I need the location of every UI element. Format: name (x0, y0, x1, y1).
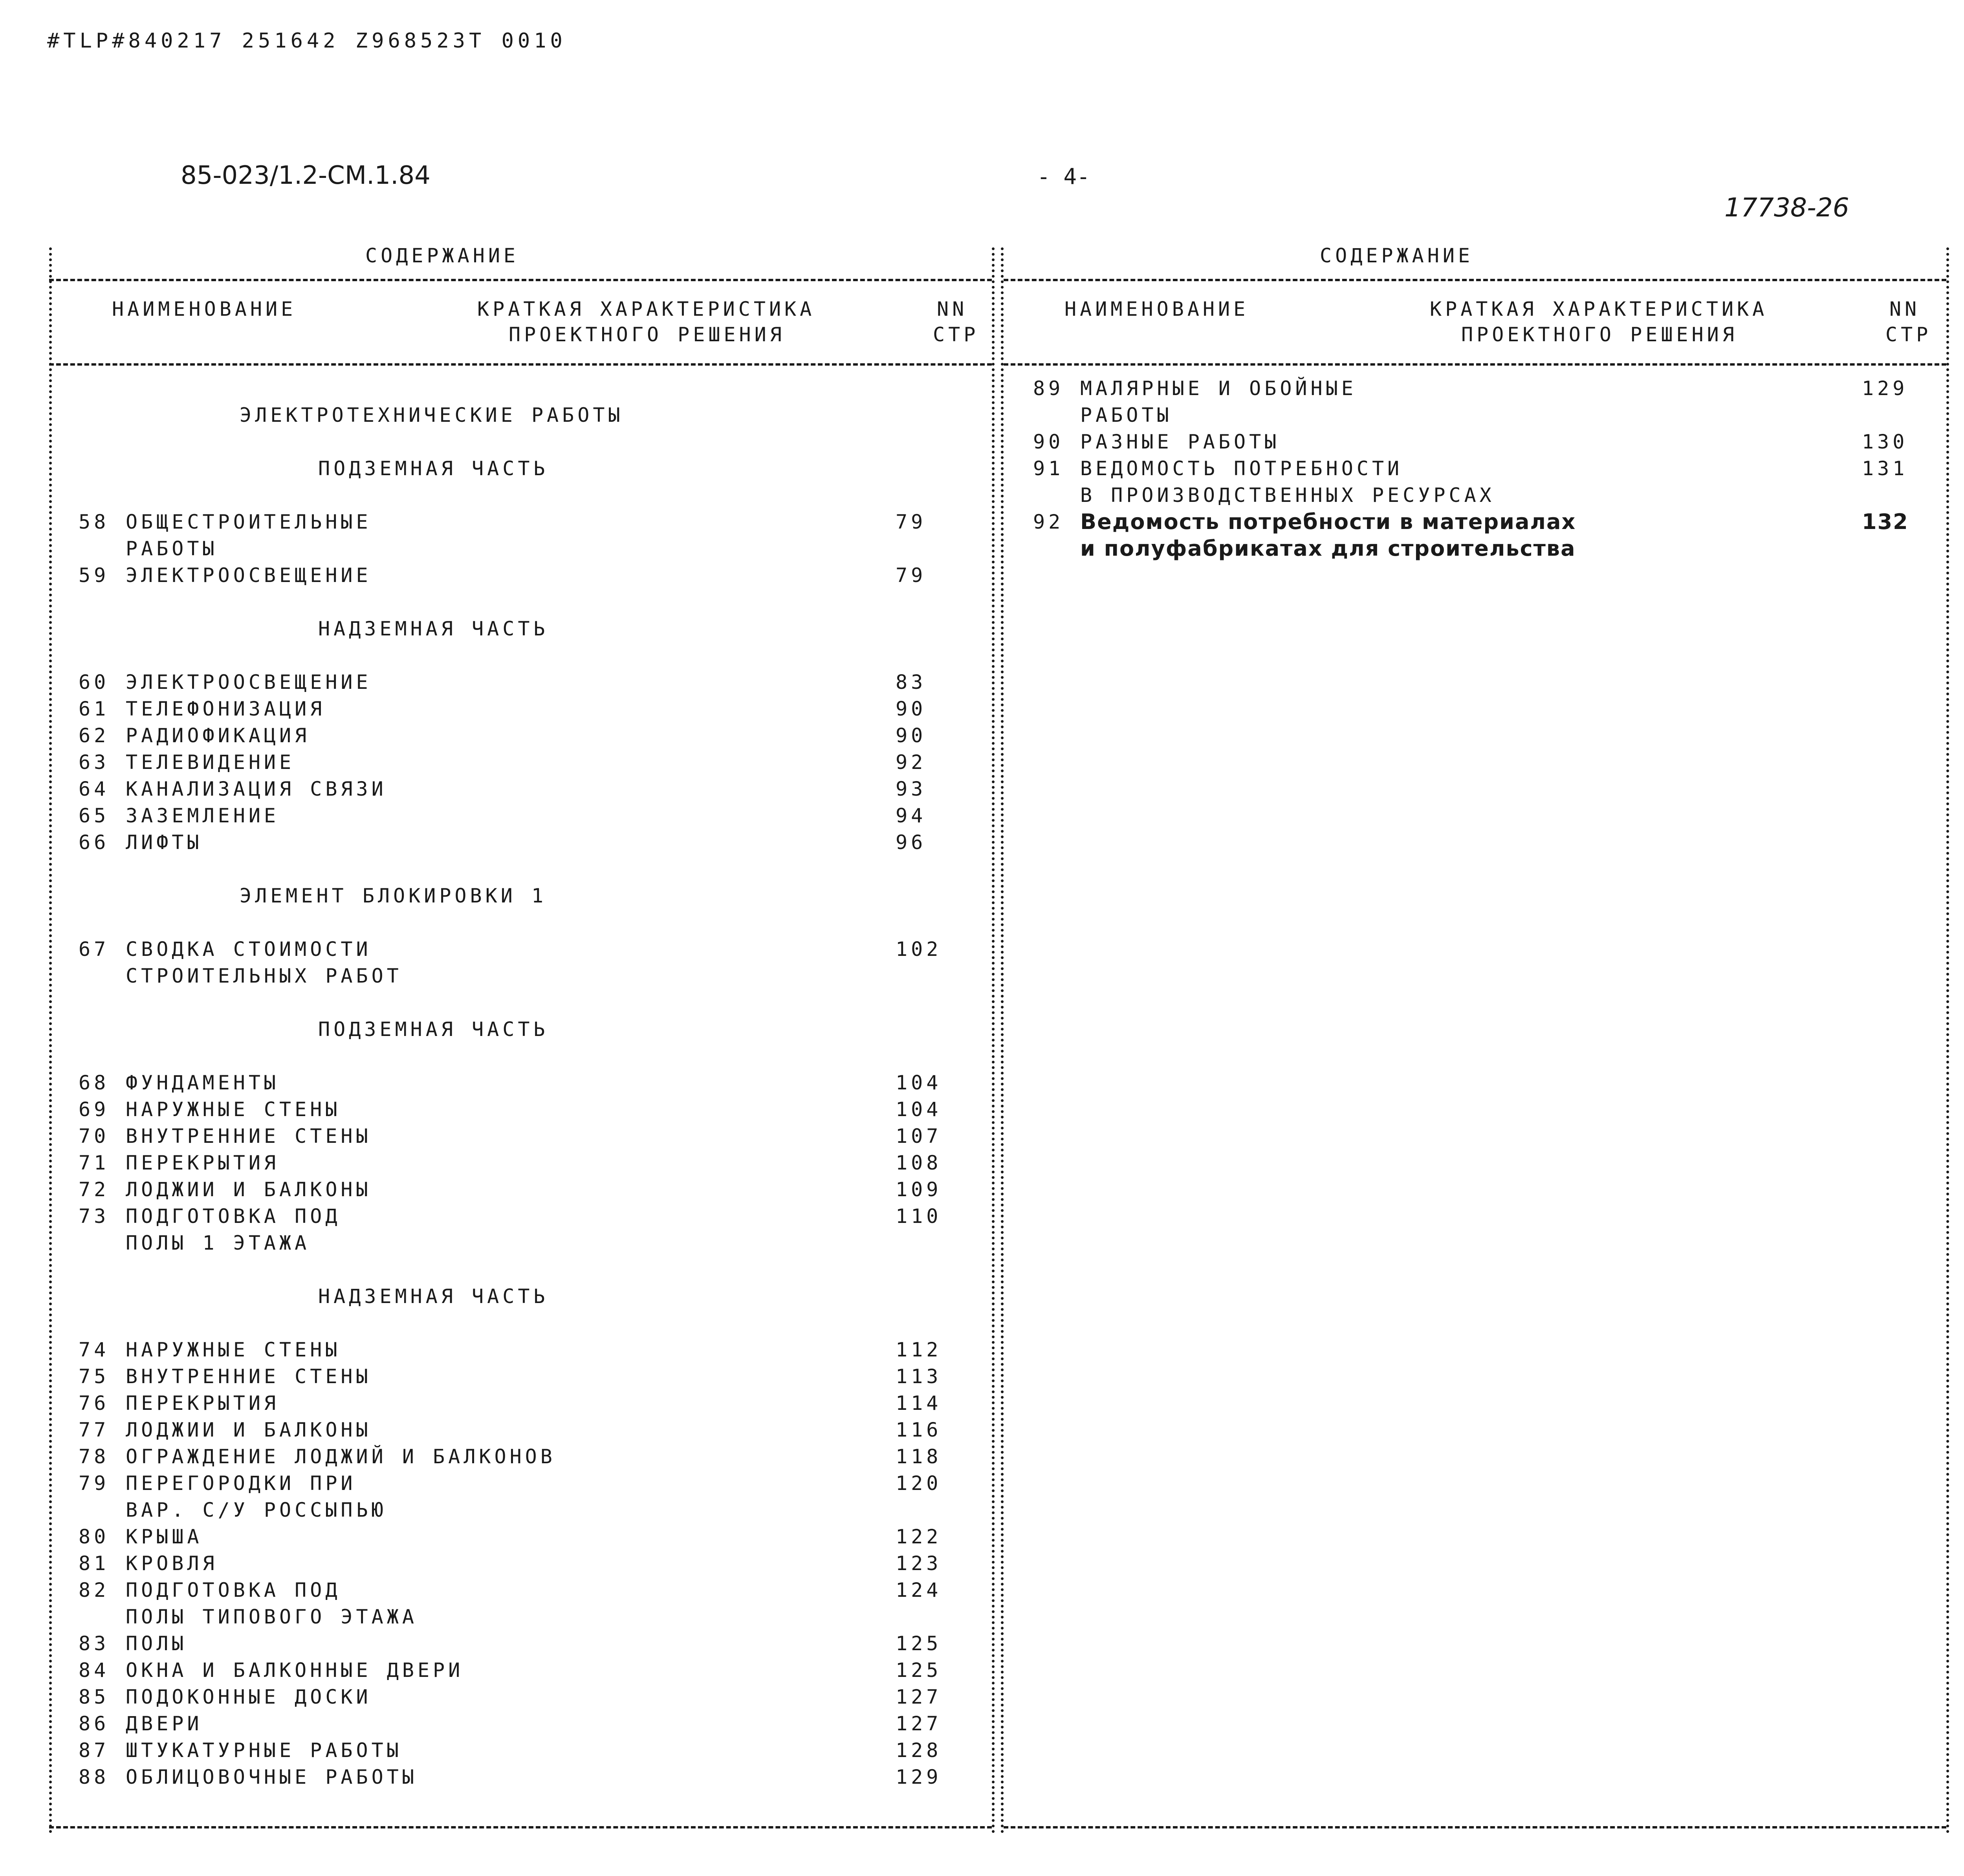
contents-entry-continuation (79, 1603, 962, 1630)
entry-page-number: 129 (896, 1766, 942, 1788)
blank-row (79, 642, 962, 669)
entry-number: 77 (79, 1418, 110, 1441)
contents-entry (79, 509, 962, 535)
entry-page-number: 118 (896, 1445, 942, 1468)
entry-name: НАРУЖНЫЕ СТЕНЫ (126, 1098, 341, 1121)
contents-entry (79, 1684, 962, 1710)
entry-name: ДВЕРИ (126, 1712, 203, 1735)
contents-entry (79, 1069, 962, 1096)
section-heading-text: НАДЗЕМНАЯ ЧАСТЬ (318, 617, 549, 640)
left-col-page-header-2: СТР (933, 323, 979, 346)
entry-name: ОБЛИЦОВОЧНЫЕ РАБОТЫ (126, 1766, 418, 1788)
entry-page-number: 114 (896, 1392, 942, 1415)
entry-number: 59 (79, 564, 110, 587)
section-heading (79, 615, 962, 642)
entry-page-number: 93 (896, 778, 927, 800)
entry-name: РАБОТЫ (1080, 404, 1173, 426)
contents-entry (79, 829, 962, 856)
entry-page-number: 109 (896, 1178, 942, 1201)
right-col-desc-header-2: ПРОЕКТНОГО РЕШЕНИЯ (1461, 323, 1738, 346)
entry-number: 90 (1033, 430, 1064, 453)
contents-entry (79, 802, 962, 829)
contents-entry (79, 936, 962, 963)
entry-name: ЛОДЖИИ И БАЛКОНЫ (126, 1178, 372, 1201)
section-heading-text: ЭЛЕМЕНТ БЛОКИРОВКИ 1 (240, 884, 547, 907)
rule-header-right (1004, 363, 1946, 366)
blank-row (79, 856, 962, 882)
entry-page-number: 107 (896, 1125, 942, 1148)
contents-entry (1033, 375, 1917, 402)
contents-entry (79, 1417, 962, 1443)
entry-name: ПЕРЕГОРОДКИ ПРИ (126, 1472, 356, 1495)
contents-entry-continuation (79, 963, 962, 989)
entry-name: ПОДГОТОВКА ПОД (126, 1205, 341, 1228)
contents-entry (79, 1577, 962, 1603)
entry-number: 64 (79, 778, 110, 800)
right-col-name-header: НАИМЕНОВАНИЕ (1064, 298, 1249, 320)
rule-header-left (49, 363, 992, 366)
entry-number: 62 (79, 724, 110, 747)
entry-name: ОБЩЕСТРОИТЕЛЬНЫЕ (126, 511, 372, 533)
entry-number: 69 (79, 1098, 110, 1121)
section-heading (79, 455, 962, 482)
entry-number: 86 (79, 1712, 110, 1735)
contents-entry (79, 1123, 962, 1149)
contents-entry (79, 1470, 962, 1497)
blank-row (79, 989, 962, 1016)
entry-name: ПОДГОТОВКА ПОД (126, 1579, 341, 1601)
section-heading-text: НАДЗЕМНАЯ ЧАСТЬ (318, 1285, 549, 1308)
contents-entry (79, 749, 962, 776)
blank-row (79, 428, 962, 455)
entry-page-number: 90 (896, 724, 927, 747)
contents-entry-continuation (1033, 402, 1917, 428)
entry-page-number: 129 (1862, 377, 1908, 400)
rule-bottom-right (1004, 1826, 1946, 1828)
entry-name: СВОДКА СТОИМОСТИ (126, 938, 372, 961)
contents-entry (79, 1443, 962, 1470)
entry-number: 68 (79, 1071, 110, 1094)
entry-number: 72 (79, 1178, 110, 1201)
page-number: - 4- (1037, 164, 1090, 190)
entry-name: СТРОИТЕЛЬНЫХ РАБОТ (126, 965, 402, 987)
entry-name: ОКНА И БАЛКОННЫЕ ДВЕРИ (126, 1659, 464, 1682)
entry-page-number: 125 (896, 1632, 942, 1655)
entry-page-number: 122 (896, 1525, 942, 1548)
entry-name: ВЕДОМОСТЬ ПОТРЕБНОСТИ (1080, 457, 1403, 480)
entry-page-number: 110 (896, 1205, 942, 1228)
entry-number: 81 (79, 1552, 110, 1575)
entry-name: ЗАЗЕМЛЕНИЕ (126, 804, 280, 827)
entry-page-number: 130 (1862, 430, 1908, 453)
section-heading-text: ПОДЗЕМНАЯ ЧАСТЬ (318, 1018, 549, 1041)
entry-number: 88 (79, 1766, 110, 1788)
entry-page-number: 132 (1862, 509, 1909, 534)
right-col-page-header-2: СТР (1885, 323, 1932, 346)
entry-page-number: 104 (896, 1098, 942, 1121)
entry-number: 78 (79, 1445, 110, 1468)
section-heading-text: ЭЛЕКТРОТЕХНИЧЕСКИЕ РАБОТЫ (240, 404, 624, 426)
entry-name: РАБОТЫ (126, 537, 218, 560)
entry-name: ПЕРЕКРЫТИЯ (126, 1392, 280, 1415)
entry-number: 83 (79, 1632, 110, 1655)
center-divider (992, 247, 1004, 1834)
handwritten-reference: 17738-26 (1724, 192, 1849, 223)
left-col-desc-header-2: ПРОЕКТНОГО РЕШЕНИЯ (509, 323, 785, 346)
entry-number: 89 (1033, 377, 1064, 400)
entry-page-number: 104 (896, 1071, 942, 1094)
entry-name: КРЫША (126, 1525, 203, 1548)
left-col-page-header: NN (937, 298, 968, 320)
entry-page-number: 125 (896, 1659, 942, 1682)
contents-entry (79, 1176, 962, 1203)
entry-number: 60 (79, 671, 110, 694)
entry-name: ЛОДЖИИ И БАЛКОНЫ (126, 1418, 372, 1441)
section-heading (79, 402, 962, 428)
right-contents-list (1033, 375, 1917, 562)
blank-row (79, 909, 962, 936)
entry-page-number: 112 (896, 1338, 942, 1361)
entry-number: 65 (79, 804, 110, 827)
contents-entry (79, 1657, 962, 1684)
entry-name: ПЕРЕКРЫТИЯ (126, 1151, 280, 1174)
contents-entry (79, 1630, 962, 1657)
entry-page-number: 124 (896, 1579, 942, 1601)
entry-page-number: 127 (896, 1712, 942, 1735)
rule-top-left (49, 279, 992, 281)
entry-number: 80 (79, 1525, 110, 1548)
entry-name: ПОЛЫ 1 ЭТАЖА (126, 1232, 310, 1254)
contents-entry-continuation (1033, 482, 1917, 509)
contents-entry (79, 1363, 962, 1390)
entry-page-number: 96 (896, 831, 927, 854)
contents-entry (1033, 428, 1917, 455)
blank-row (79, 1256, 962, 1283)
blank-row (79, 482, 962, 509)
entry-name: ТЕЛЕФОНИЗАЦИЯ (126, 697, 326, 720)
entry-name: ЭЛЕКТРООСВЕЩЕНИЕ (126, 564, 372, 587)
section-heading (79, 1016, 962, 1043)
left-contents-title: СОДЕРЖАНИЕ (365, 244, 519, 267)
entry-page-number: 83 (896, 671, 927, 694)
contents-entry (79, 669, 962, 695)
entry-number: 91 (1033, 457, 1064, 480)
contents-entry (79, 722, 962, 749)
left-col-name-header: НАИМЕНОВАНИЕ (112, 298, 297, 320)
entry-number: 63 (79, 751, 110, 774)
document-code-line: #TLP#840217 251642 Z968523T 0010 (47, 29, 566, 53)
entry-page-number: 127 (896, 1686, 942, 1708)
section-heading (79, 1283, 962, 1310)
contents-entry (79, 1710, 962, 1737)
entry-number: 85 (79, 1686, 110, 1708)
entry-number: 58 (79, 511, 110, 533)
entry-name: КАНАЛИЗАЦИЯ СВЯЗИ (126, 778, 387, 800)
contents-entry (1033, 509, 1917, 535)
right-col-page-header: NN (1889, 298, 1920, 320)
entry-number: 84 (79, 1659, 110, 1682)
entry-name: ВНУТРЕННИЕ СТЕНЫ (126, 1125, 372, 1148)
entry-name: РАЗНЫЕ РАБОТЫ (1080, 430, 1280, 453)
rule-top-right (1004, 279, 1946, 281)
section-heading-text: ПОДЗЕМНАЯ ЧАСТЬ (318, 457, 549, 480)
left-col-desc-header: КРАТКАЯ ХАРАКТЕРИСТИКА (477, 298, 815, 320)
entry-page-number: 113 (896, 1365, 942, 1388)
blank-row (79, 375, 962, 402)
entry-number: 76 (79, 1392, 110, 1415)
blank-row (79, 1310, 962, 1336)
contents-entry (79, 1737, 962, 1764)
contents-entry (79, 1203, 962, 1230)
entry-page-number: 94 (896, 804, 927, 827)
entry-page-number: 123 (896, 1552, 942, 1575)
entry-name: ПОЛЫ ТИПОВОГО ЭТАЖА (126, 1605, 418, 1628)
contents-entry-continuation (79, 1497, 962, 1523)
entry-name: ВНУТРЕННИЕ СТЕНЫ (126, 1365, 372, 1388)
contents-entry-continuation (79, 1230, 962, 1256)
entry-page-number: 131 (1862, 457, 1908, 480)
entry-number: 82 (79, 1579, 110, 1601)
contents-entry (79, 1764, 962, 1790)
entry-number: 67 (79, 938, 110, 961)
entry-page-number: 108 (896, 1151, 942, 1174)
rule-bottom-left (49, 1826, 992, 1828)
contents-entry-continuation (1033, 535, 1917, 562)
entry-name: ЛИФТЫ (126, 831, 203, 854)
entry-name: ПОДОКОННЫЕ ДОСКИ (126, 1686, 372, 1708)
entry-name: и полуфабрикатах для строительства (1080, 536, 1576, 561)
entry-name: ТЕЛЕВИДЕНИЕ (126, 751, 295, 774)
contents-entry (79, 1390, 962, 1417)
entry-number: 66 (79, 831, 110, 854)
entry-page-number: 79 (896, 564, 927, 587)
right-col-desc-header: КРАТКАЯ ХАРАКТЕРИСТИКА (1430, 298, 1768, 320)
entry-name: Ведомость потребности в материалах (1080, 509, 1576, 534)
entry-number: 74 (79, 1338, 110, 1361)
contents-entry (79, 1096, 962, 1123)
entry-number: 79 (79, 1472, 110, 1495)
entry-name: ВАР. С/У РОССЫПЬЮ (126, 1499, 387, 1521)
contents-entry (79, 1550, 962, 1577)
entry-number: 75 (79, 1365, 110, 1388)
entry-page-number: 79 (896, 511, 927, 533)
contents-entry (1033, 455, 1917, 482)
entry-number: 70 (79, 1125, 110, 1148)
contents-entry (79, 776, 962, 802)
entry-name: ЭЛЕКТРООСВЕЩЕНИЕ (126, 671, 372, 694)
entry-number: 61 (79, 697, 110, 720)
left-border (49, 247, 52, 1834)
entry-name: КРОВЛЯ (126, 1552, 218, 1575)
blank-row (79, 1043, 962, 1069)
entry-name: ШТУКАТУРНЫЕ РАБОТЫ (126, 1739, 402, 1762)
contents-entry (79, 1149, 962, 1176)
contents-entry (79, 695, 962, 722)
entry-number: 87 (79, 1739, 110, 1762)
entry-name: ФУНДАМЕНТЫ (126, 1071, 280, 1094)
contents-entry-continuation (79, 535, 962, 562)
entry-name: ОГРАЖДЕНИЕ ЛОДЖИЙ И БАЛКОНОВ (126, 1445, 556, 1468)
entry-page-number: 128 (896, 1739, 942, 1762)
entry-page-number: 120 (896, 1472, 942, 1495)
section-heading (79, 882, 962, 909)
entry-name: РАДИОФИКАЦИЯ (126, 724, 310, 747)
entry-page-number: 102 (896, 938, 942, 961)
document-reference: 85-023/1.2-CM.1.84 (181, 161, 431, 190)
entry-number: 73 (79, 1205, 110, 1228)
right-contents-title: СОДЕРЖАНИЕ (1320, 244, 1474, 267)
entry-page-number: 92 (896, 751, 927, 774)
entry-page-number: 90 (896, 697, 927, 720)
entry-name: МАЛЯРНЫЕ И ОБОЙНЫЕ (1080, 377, 1357, 400)
contents-entry (79, 562, 962, 589)
entry-number: 71 (79, 1151, 110, 1174)
entry-name: НАРУЖНЫЕ СТЕНЫ (126, 1338, 341, 1361)
entry-number: 92 (1033, 511, 1064, 533)
entry-name: В ПРОИЗВОДСТВЕННЫХ РЕСУРСАХ (1080, 484, 1495, 507)
right-border (1946, 247, 1949, 1834)
contents-entry (79, 1523, 962, 1550)
entry-name: ПОЛЫ (126, 1632, 187, 1655)
left-contents-list (79, 375, 962, 1790)
contents-entry (79, 1336, 962, 1363)
entry-page-number: 116 (896, 1418, 942, 1441)
blank-row (79, 589, 962, 615)
